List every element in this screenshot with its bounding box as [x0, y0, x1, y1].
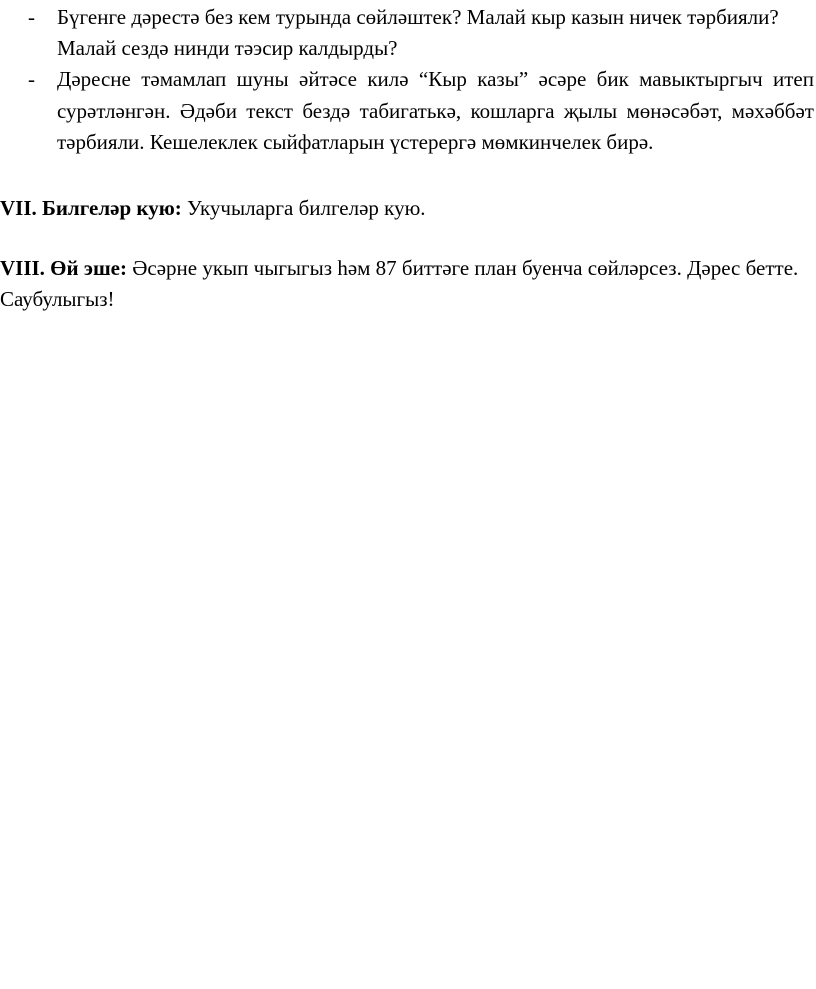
list-item: [28, 64, 814, 159]
section-body: Әсәрне укып чыгыгыз һәм 87 биттәге план буенча сөйләрсез. Дәрес бетте. Саубулыгыз!: [0, 256, 799, 311]
list-marker: -: [28, 67, 35, 91]
section-homework: [0, 253, 800, 315]
section-heading: VIII. Өй эше:: [0, 256, 127, 280]
discussion-list: [28, 2, 814, 159]
list-marker: -: [28, 5, 35, 29]
section-heading: VII. Билгеләр кую:: [0, 196, 182, 220]
list-item-text: Дәресне тәмамлап шуны әйтәсе килә “Кыр казы” әсәре бик мавыктыргыч итеп сурәтләнгән. Әдәби текст бездә табигатькә, кошларга җылы мөнәсәбәт, мәхәббәт тәрбияли. Кешелеклек сыйфатларын үстерергә мөмкинчелек бирә.: [57, 67, 814, 154]
section-body: Укучыларга билгеләр кую.: [181, 196, 426, 220]
list-item-text: Бүгенге дәрестә без кем турында сөйләштек? Малай кыр казын ничек тәрбияли? Малай сездә нинди тәэсир калдырды?: [57, 5, 779, 60]
list-item: [28, 2, 814, 64]
section-grading: [0, 193, 800, 224]
